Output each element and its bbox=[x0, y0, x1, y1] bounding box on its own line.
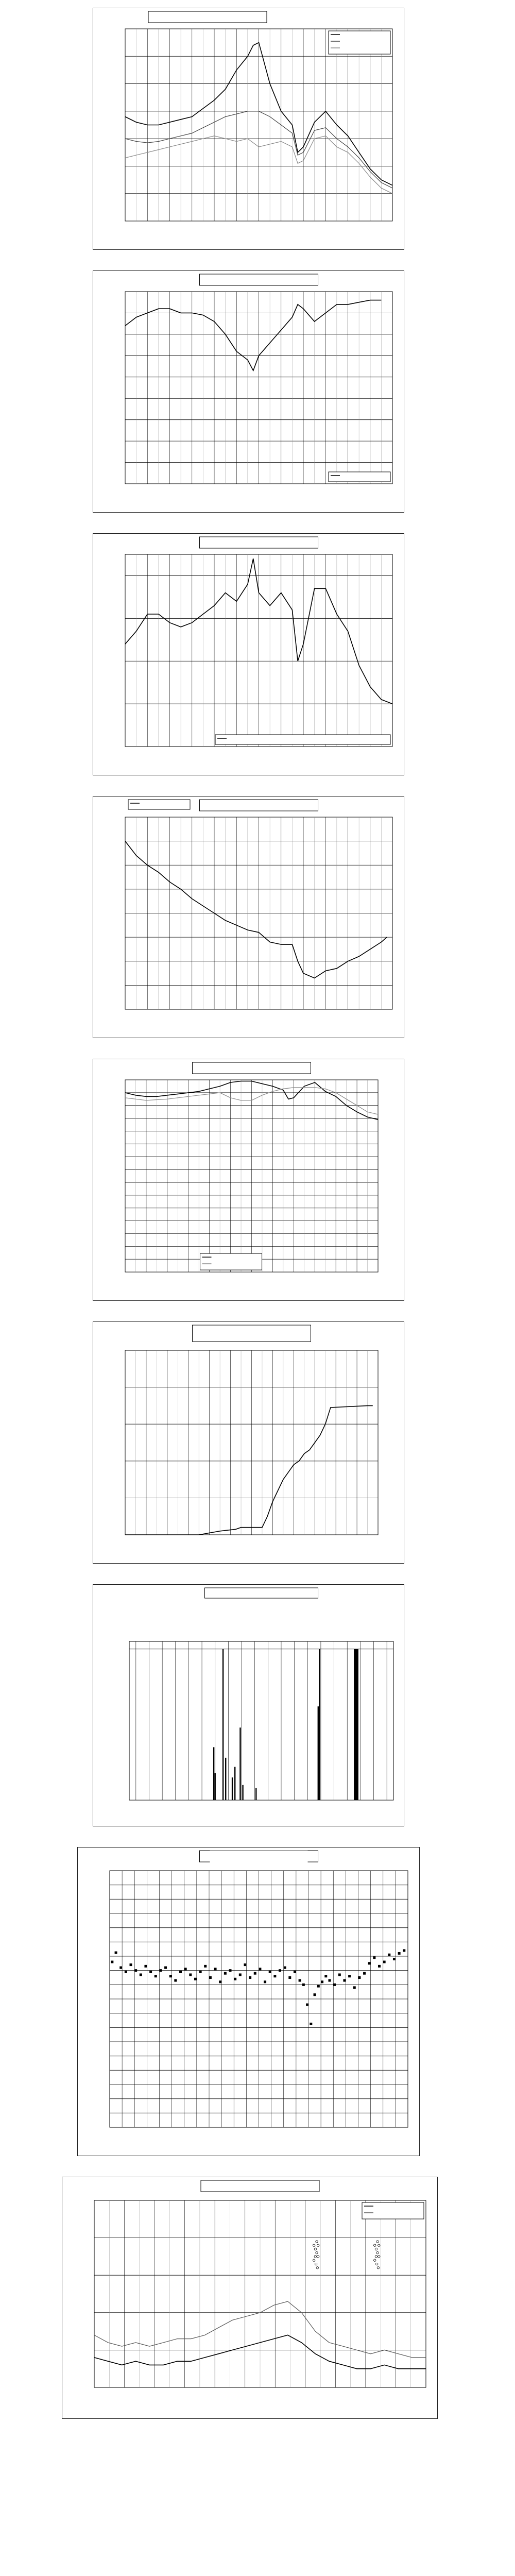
direction-point bbox=[111, 1961, 113, 1963]
title-box bbox=[148, 11, 267, 23]
wind-direction-chart-panel bbox=[77, 1847, 420, 2156]
sunshine-bar bbox=[357, 1649, 358, 1800]
sunshine-bar bbox=[225, 1758, 226, 1800]
title-box bbox=[200, 537, 318, 548]
direction-point bbox=[403, 1949, 405, 1952]
direction-point bbox=[279, 1969, 281, 1972]
direction-point bbox=[398, 1952, 401, 1955]
direction-point bbox=[224, 1972, 227, 1975]
direction-point bbox=[184, 1968, 187, 1970]
direction-point bbox=[159, 1969, 162, 1972]
pressure-chart bbox=[93, 796, 404, 1038]
sunshine-bar bbox=[232, 1777, 233, 1800]
direction-point bbox=[219, 1980, 221, 1983]
sunshine-bar bbox=[215, 1773, 216, 1800]
direction-point bbox=[388, 1954, 390, 1956]
direction-point bbox=[324, 1975, 327, 1977]
direction-point bbox=[249, 1976, 251, 1979]
direction-point bbox=[194, 1978, 197, 1980]
direction-point bbox=[130, 1963, 132, 1966]
sunshine-bar bbox=[255, 1788, 256, 1800]
direction-point bbox=[244, 1963, 246, 1966]
humidity-chart bbox=[93, 271, 404, 512]
direction-point bbox=[314, 1993, 316, 1996]
wind-speed-chart-panel bbox=[62, 2177, 438, 2419]
direction-point bbox=[254, 1972, 256, 1975]
direction-point bbox=[119, 1967, 122, 1969]
legend-box bbox=[215, 735, 390, 744]
direction-point bbox=[259, 1968, 261, 1970]
direction-point bbox=[284, 1967, 286, 1969]
sunshine-bar bbox=[318, 1706, 319, 1800]
title-box bbox=[201, 2180, 319, 2192]
direction-point bbox=[239, 1973, 242, 1976]
direction-point bbox=[179, 1971, 182, 1973]
direction-point bbox=[321, 1980, 323, 1983]
direction-point bbox=[229, 1969, 232, 1972]
plot-area bbox=[129, 1641, 393, 1800]
direction-point bbox=[140, 1973, 142, 1976]
humidity-chart-panel bbox=[93, 270, 404, 513]
direction-point bbox=[199, 1971, 202, 1973]
title-box bbox=[193, 1325, 311, 1342]
direction-point bbox=[144, 1965, 147, 1968]
legend-box bbox=[128, 800, 190, 809]
sunshine-bar bbox=[234, 1767, 235, 1800]
direction-point bbox=[134, 1969, 137, 1972]
direction-point bbox=[338, 1973, 341, 1976]
title-box bbox=[200, 800, 318, 811]
direction-point bbox=[353, 1986, 356, 1989]
sunshine-bar bbox=[242, 1785, 243, 1800]
legend-box bbox=[329, 472, 390, 482]
direction-point bbox=[378, 1965, 381, 1968]
direction-point bbox=[125, 1971, 127, 1973]
grass-temp-chart-panel bbox=[93, 1059, 404, 1301]
legend-box bbox=[362, 2202, 424, 2219]
grass-temp-chart bbox=[93, 1059, 404, 1300]
sunshine-bar bbox=[319, 1649, 320, 1800]
direction-point bbox=[214, 1968, 217, 1970]
direction-point bbox=[115, 1952, 117, 1954]
direction-point bbox=[209, 1976, 212, 1979]
direction-point bbox=[299, 1979, 301, 1982]
title-bg bbox=[210, 1851, 308, 1866]
sunshine-chart bbox=[93, 1585, 404, 1826]
direction-point bbox=[264, 1980, 266, 1983]
direction-point bbox=[317, 1985, 320, 1988]
title-box bbox=[193, 1062, 311, 1074]
direction-point bbox=[302, 1984, 305, 1986]
direction-point bbox=[393, 1958, 396, 1960]
title-box bbox=[200, 274, 318, 285]
direction-point bbox=[149, 1971, 152, 1973]
wind-direction-chart bbox=[78, 1848, 419, 2156]
direction-point bbox=[174, 1979, 177, 1982]
direction-point bbox=[204, 1965, 207, 1968]
direction-point bbox=[234, 1978, 236, 1980]
sunshine-bar bbox=[222, 1649, 224, 1800]
rainfall-chart bbox=[93, 1322, 404, 1563]
sunshine-bar bbox=[213, 1747, 214, 1800]
direction-point bbox=[273, 1975, 276, 1977]
mixing-ratio-chart-panel bbox=[93, 533, 404, 775]
mixing-ratio-chart bbox=[93, 534, 404, 775]
legend-box bbox=[200, 1253, 262, 1270]
direction-point bbox=[333, 1984, 336, 1986]
direction-point bbox=[368, 1962, 371, 1964]
pressure-chart-panel bbox=[93, 796, 404, 1038]
direction-point bbox=[383, 1961, 386, 1963]
direction-point bbox=[154, 1975, 157, 1977]
direction-point bbox=[169, 1975, 172, 1977]
direction-point bbox=[343, 1979, 346, 1982]
wind-speed-chart bbox=[62, 2177, 437, 2418]
direction-point bbox=[373, 1956, 375, 1959]
title-box bbox=[205, 1588, 318, 1598]
direction-point bbox=[306, 2004, 308, 2006]
direction-point bbox=[294, 1971, 296, 1973]
direction-point bbox=[269, 1971, 271, 1973]
direction-point bbox=[358, 1976, 360, 1979]
direction-point bbox=[164, 1967, 167, 1969]
direction-point bbox=[288, 1976, 291, 1979]
direction-point bbox=[329, 1979, 331, 1982]
sunshine-chart-panel bbox=[93, 1584, 404, 1826]
temperature-chart bbox=[93, 8, 404, 249]
temperature-chart-panel bbox=[93, 8, 404, 250]
direction-point bbox=[310, 2023, 312, 2025]
direction-point bbox=[189, 1973, 192, 1976]
sunshine-bar bbox=[239, 1727, 241, 1800]
direction-point bbox=[348, 1975, 351, 1977]
rainfall-chart-panel bbox=[93, 1321, 404, 1564]
direction-point bbox=[363, 1972, 366, 1975]
